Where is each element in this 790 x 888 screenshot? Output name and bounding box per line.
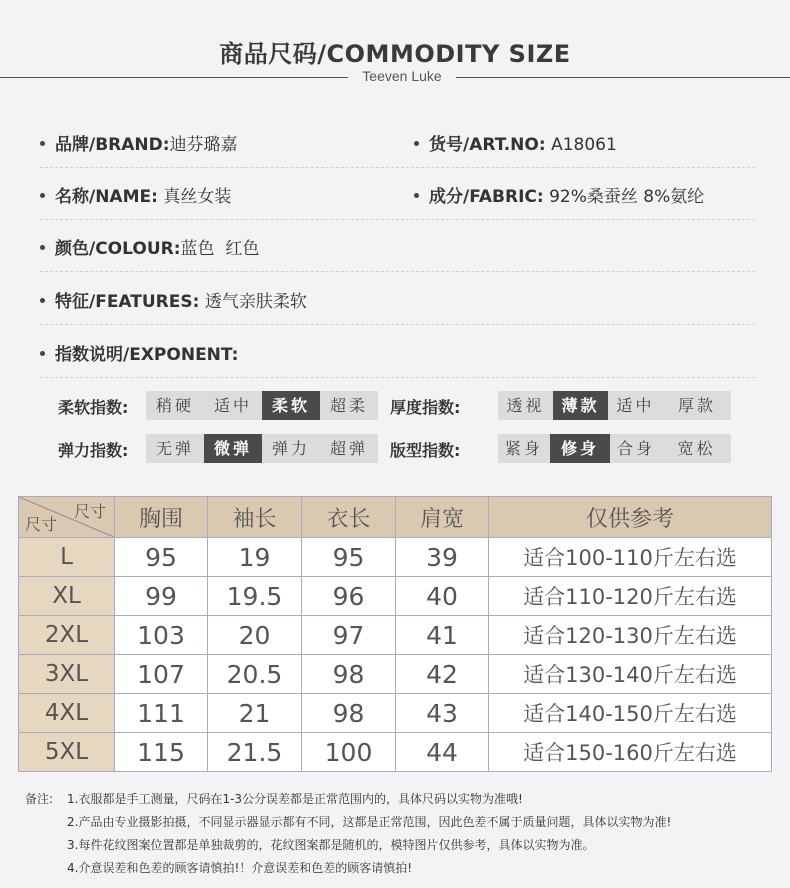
column-header: 胸围 [115, 497, 208, 538]
bust-cell: 111 [115, 694, 208, 733]
info-row-colour [40, 220, 755, 272]
remarks-heading: 备注: [25, 792, 54, 806]
reference-cell: 适合150-160斤左右选 [489, 733, 772, 772]
length-cell: 96 [302, 577, 396, 616]
fit-scale [498, 434, 731, 463]
brand-value: 迪芬璐嘉 [169, 135, 238, 155]
softness-label: 柔软指数: [58, 398, 129, 417]
features-value: 透气亲肤柔软 [204, 292, 307, 312]
bust-cell: 95 [115, 538, 208, 577]
length-cell: 100 [302, 733, 396, 772]
brand-item [40, 130, 238, 155]
fit-option-active: 修身 [550, 434, 610, 463]
fit-option: 合身 [616, 439, 655, 458]
remark-line [25, 788, 671, 811]
remark-text: 2.产品由专业摄影拍摄，不同显示器显示都有不同，这都是正常范围，因此色差不属于质量问题，具体以实物为准! [67, 815, 672, 829]
artno-item [414, 130, 617, 155]
size-cell: 4XL [19, 694, 115, 733]
bullet-icon [40, 298, 45, 303]
fit-label: 版型指数: [390, 441, 461, 460]
info-row-brand [40, 116, 755, 168]
name-item [40, 182, 231, 207]
thickness-option-active: 薄款 [553, 391, 608, 420]
size-cell: 3XL [19, 655, 115, 694]
thickness-option: 透视 [506, 396, 545, 415]
elasticity-option: 弹力 [271, 439, 310, 458]
table-header-row [19, 497, 772, 538]
softness-scale [146, 391, 378, 420]
bullet-icon [40, 245, 45, 250]
reference-cell: 适合120-130斤左右选 [489, 616, 772, 655]
elasticity-option-active: 微弹 [204, 434, 262, 463]
column-header: 仅供参考 [489, 497, 772, 538]
softness-option: 适中 [213, 396, 252, 415]
table-row [19, 655, 772, 694]
bullet-icon [414, 193, 419, 198]
remark-line [25, 857, 671, 880]
remark-line [25, 811, 671, 834]
shoulder-cell: 40 [396, 577, 489, 616]
corner-cell [19, 497, 115, 538]
fit-option: 紧身 [504, 439, 543, 458]
column-header: 肩宽 [396, 497, 489, 538]
shoulder-cell: 42 [396, 655, 489, 694]
bust-cell: 115 [115, 733, 208, 772]
bust-cell: 103 [115, 616, 208, 655]
shoulder-cell: 44 [396, 733, 489, 772]
sleeve-cell: 20 [208, 616, 302, 655]
softness-option: 稍硬 [155, 396, 194, 415]
thickness-label: 厚度指数: [390, 398, 461, 417]
header-rule-left [0, 77, 348, 78]
table-row [19, 616, 772, 655]
reference-cell: 适合110-120斤左右选 [489, 577, 772, 616]
features-item [40, 287, 307, 312]
remarks [25, 788, 671, 880]
size-table [18, 496, 772, 772]
length-cell: 97 [302, 616, 396, 655]
fabric-item [414, 182, 704, 207]
bullet-icon [40, 193, 45, 198]
corner-bottom-label: 尺寸 [25, 515, 58, 534]
reference-cell: 适合130-140斤左右选 [489, 655, 772, 694]
softness-option: 超柔 [329, 396, 368, 415]
column-header: 衣长 [302, 497, 396, 538]
thickness-option: 厚款 [677, 396, 716, 415]
name-value: 真丝女装 [163, 187, 232, 207]
sleeve-cell: 20.5 [208, 655, 302, 694]
table-row [19, 577, 772, 616]
elasticity-option: 无弹 [155, 439, 194, 458]
page-title: 商品尺码/COMMODITY SIZE [219, 40, 571, 68]
shoulder-cell: 43 [396, 694, 489, 733]
length-cell: 98 [302, 694, 396, 733]
table-row [19, 538, 772, 577]
colour-value: 蓝色 红色 [180, 239, 260, 259]
remark-text: 4.介意误差和色差的顾客请慎拍!！介意误差和色差的顾客请慎拍! [67, 861, 413, 875]
artno-label: 货号/ART.NO: [429, 135, 546, 155]
fabric-label: 成分/FABRIC: [429, 187, 544, 207]
exponent-label: 指数说明/EXPONENT: [55, 345, 239, 365]
header-rule-right [456, 77, 790, 78]
brand-subtitle: Teeven Luke [362, 68, 442, 84]
reference-cell: 适合100-110斤左右选 [489, 538, 772, 577]
table-row [19, 694, 772, 733]
fabric-value: 92%桑蚕丝 8%氨纶 [549, 187, 705, 207]
length-cell: 95 [302, 538, 396, 577]
info-row-name [40, 168, 755, 220]
reference-cell: 适合140-150斤左右选 [489, 694, 772, 733]
colour-item [40, 234, 259, 259]
shoulder-cell: 39 [396, 538, 489, 577]
corner-top-label: 尺寸 [73, 502, 106, 521]
elasticity-option: 超弹 [329, 439, 368, 458]
exponent-item [40, 340, 238, 365]
bust-cell: 107 [115, 655, 208, 694]
sleeve-cell: 19.5 [208, 577, 302, 616]
elasticity-label: 弹力指数: [58, 441, 129, 460]
elasticity-scale [146, 434, 378, 463]
size-cell: 5XL [19, 733, 115, 772]
size-cell: XL [19, 577, 115, 616]
length-cell: 98 [302, 655, 396, 694]
sleeve-cell: 21.5 [208, 733, 302, 772]
bust-cell: 99 [115, 577, 208, 616]
size-cell: L [19, 538, 115, 577]
info-row-features [40, 273, 755, 325]
shoulder-cell: 41 [396, 616, 489, 655]
colour-label: 颜色/COLOUR: [55, 239, 181, 259]
name-label: 名称/NAME: [55, 187, 158, 207]
features-label: 特征/FEATURES: [55, 292, 200, 312]
table-row [19, 733, 772, 772]
sleeve-cell: 19 [208, 538, 302, 577]
brand-label: 品牌/BRAND: [55, 135, 170, 155]
thickness-scale [498, 391, 731, 420]
remark-text: 3.每件花纹图案位置都是单独裁剪的，花纹图案都是随机的，模特图片仅供参考，具体以实物为准。 [67, 838, 595, 852]
bullet-icon [40, 351, 45, 356]
artno-value: A18061 [551, 135, 617, 155]
remark-line [25, 834, 671, 857]
sleeve-cell: 21 [208, 694, 302, 733]
fit-option: 宽松 [677, 439, 716, 458]
thickness-option: 适中 [616, 396, 655, 415]
size-cell: 2XL [19, 616, 115, 655]
info-row-exponent [40, 326, 755, 378]
remark-text: 1.衣服都是手工测量，尺码在1-3公分误差都是正常范围内的，具体尺码以实物为准哦! [67, 792, 523, 806]
bullet-icon [40, 141, 45, 146]
softness-option-active: 柔软 [262, 391, 320, 420]
column-header: 袖长 [208, 497, 302, 538]
bullet-icon [414, 141, 419, 146]
